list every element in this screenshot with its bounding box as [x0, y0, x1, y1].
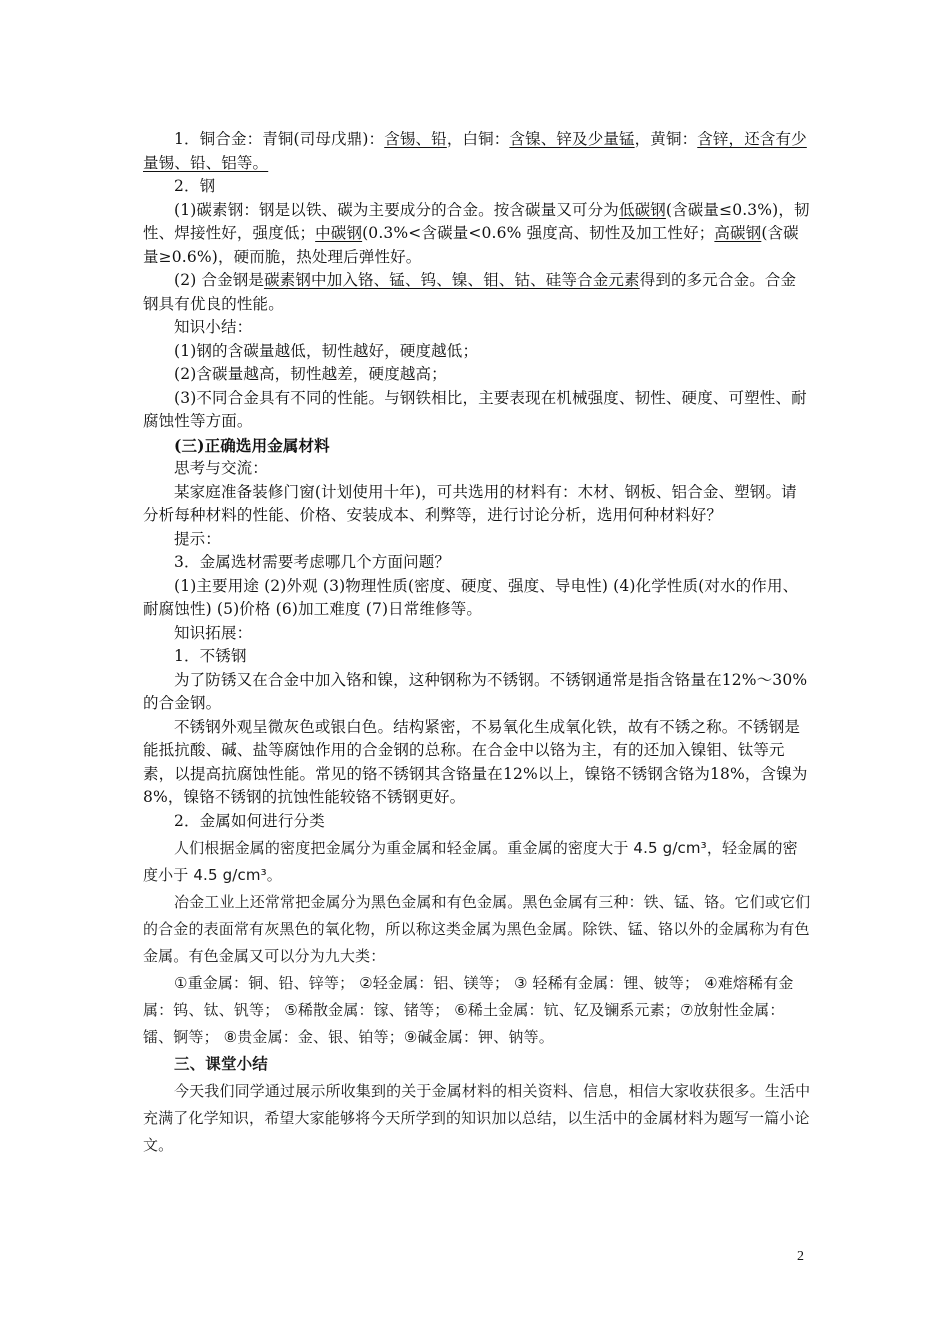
document-body — [143, 128, 811, 1159]
classification-section — [143, 835, 811, 1159]
text-run: 得到的多元合金。合金钢具有优良的性能。 — [143, 271, 797, 313]
classification-heading: 2．金属如何进行分类 — [174, 811, 325, 830]
nine-categories-paragraph: ①重金属：铜、铅、锌等； ②轻金属：铝、镁等； ③ 轻稀有金属：锂、铍等； ④难熔稀有金属：钨、钛、钒等； ⑤稀散金属：镓、锗等； ⑥稀土金属：钪、钇及镧系元素；⑦放射性金属：镭、锕等； ⑧贵金属：金、银、铂等；⑨碱金属：钾、钠等。 — [143, 974, 794, 1046]
text-run: (含碳量≥0.6%)，硬而脆，热处理后弹性好。 — [143, 224, 799, 266]
underlined-answer: 含镍、锌及少量锰 — [509, 130, 635, 148]
considerations-paragraph: (1)主要用途 (2)外观 (3)物理性质(密度、硬度、强度、导电性) (4)化学性质(对水的作用、耐腐蚀性) (5)价格 (6)加工难度 (7)日常维修等。 — [143, 576, 799, 618]
text-run: (2) 合金钢是 — [174, 271, 265, 289]
text-run: ，白铜： — [446, 130, 510, 148]
underlined-answer: 中碳钢 — [315, 224, 363, 242]
think-discuss-label: 思考与交流： — [174, 459, 268, 477]
question-paragraph: 3．金属选材需要考虑哪几个方面问题？ — [174, 553, 451, 571]
copper-alloy-paragraph — [143, 128, 811, 175]
underlined-answer: 含锡、铅 — [384, 130, 447, 148]
section-heading: (三)正确选用金属材料 — [174, 435, 330, 455]
discussion-paragraph: 某家庭准备装修门窗(计划使用十年)，可共选用的材料有：木材、钢板、铝合金、塑钢。请分析每种材料的性能、价格、安装成本、利弊等，进行讨论分析，选用何种材料好？ — [143, 482, 797, 524]
metallurgy-paragraph: 冶金工业上还常常把金属分为黑色金属和有色金属。黑色金属有三种：铁、锰、铬。它们或它们的合金的表面常有灰黑色的氧化物，所以称这类金属为黑色金属。除铁、锰、铬以外的金属称为有色金属。有色金属又可以分为九大类： — [143, 893, 811, 965]
text-run: (0.3%<含碳量<0.6% 强度高、韧性及加工性好； — [362, 224, 715, 242]
stainless-heading: 1．不锈钢 — [174, 647, 247, 665]
stainless-detail-paragraph: 不锈钢外观呈微灰色或银白色。结构紧密，不易氧化生成氧化铁，故有不锈之称。不锈钢是能抵抗酸、碱、盐等腐蚀作用的合金钢的总称。在合金中以铬为主，有的还加入镍钼、钛等元素，以提高抗腐蚀性能。常见的铬不锈钢其含铬量在12%以上，镍铬不锈钢含铬为18%，含镍为8%，镍铬不锈钢的抗蚀性能较铬不锈钢更好。 — [143, 717, 808, 806]
underlined-answer: 低碳钢 — [618, 200, 666, 219]
steel-heading: 2．钢 — [174, 177, 216, 195]
hint-label: 提示： — [174, 529, 221, 548]
class-summary-heading: 三、课堂小结 — [174, 1055, 268, 1073]
summary-item: (1)钢的含碳量越低，韧性越好，硬度越低； — [174, 341, 479, 360]
carbon-steel-paragraph — [143, 199, 811, 270]
text-run: ，黄铜： — [634, 130, 698, 148]
alloy-steel-paragraph — [143, 269, 811, 316]
underlined-answer: 高碳钢 — [714, 224, 762, 242]
text-run: (1)碳素钢：钢是以铁、碳为主要成分的合金。按含碳量又可分为 — [174, 200, 619, 219]
underlined-answer: 含锌，还含有少量锡、铅、铝等。 — [143, 130, 807, 172]
page-number: 2 — [797, 1249, 804, 1264]
text-run: (含碳量≤0.3%)，韧性、焊接性好，强度低； — [143, 200, 810, 242]
underlined-answer: 碳素钢中加入铬、锰、钨、镍、钼、钴、硅等合金元素 — [264, 271, 640, 289]
summary-item: (2)含碳量越高，韧性越差，硬度越高； — [174, 365, 447, 383]
summary-item: (3)不同合金具有不同的性能。与钢铁相比，主要表现在机械强度、韧性、硬度、可塑性、耐腐蚀性等方面。 — [143, 388, 807, 430]
class-summary-paragraph: 今天我们同学通过展示所收集到的关于金属材料的相关资料、信息，相信大家收获很多。生活中充满了化学知识，希望大家能够将今天所学到的知识加以总结，以生活中的金属材料为题写一篇小论文。 — [143, 1082, 811, 1154]
stainless-paragraph: 为了防锈又在合金中加入铬和镍，这种钢称为不锈钢。不锈钢通常是指含铬量在12%～30%的合金钢。 — [143, 670, 808, 712]
knowledge-extension-label: 知识拓展： — [174, 623, 253, 642]
text-run: 1．铜合金：青铜(司母戊鼎)： — [174, 130, 385, 148]
density-paragraph: 人们根据金属的密度把金属分为重金属和轻金属。重金属的密度大于 4.5 g/cm³，轻金属的密度小于 4.5 g/cm³。 — [143, 839, 798, 884]
knowledge-summary-label: 知识小结： — [174, 318, 253, 336]
